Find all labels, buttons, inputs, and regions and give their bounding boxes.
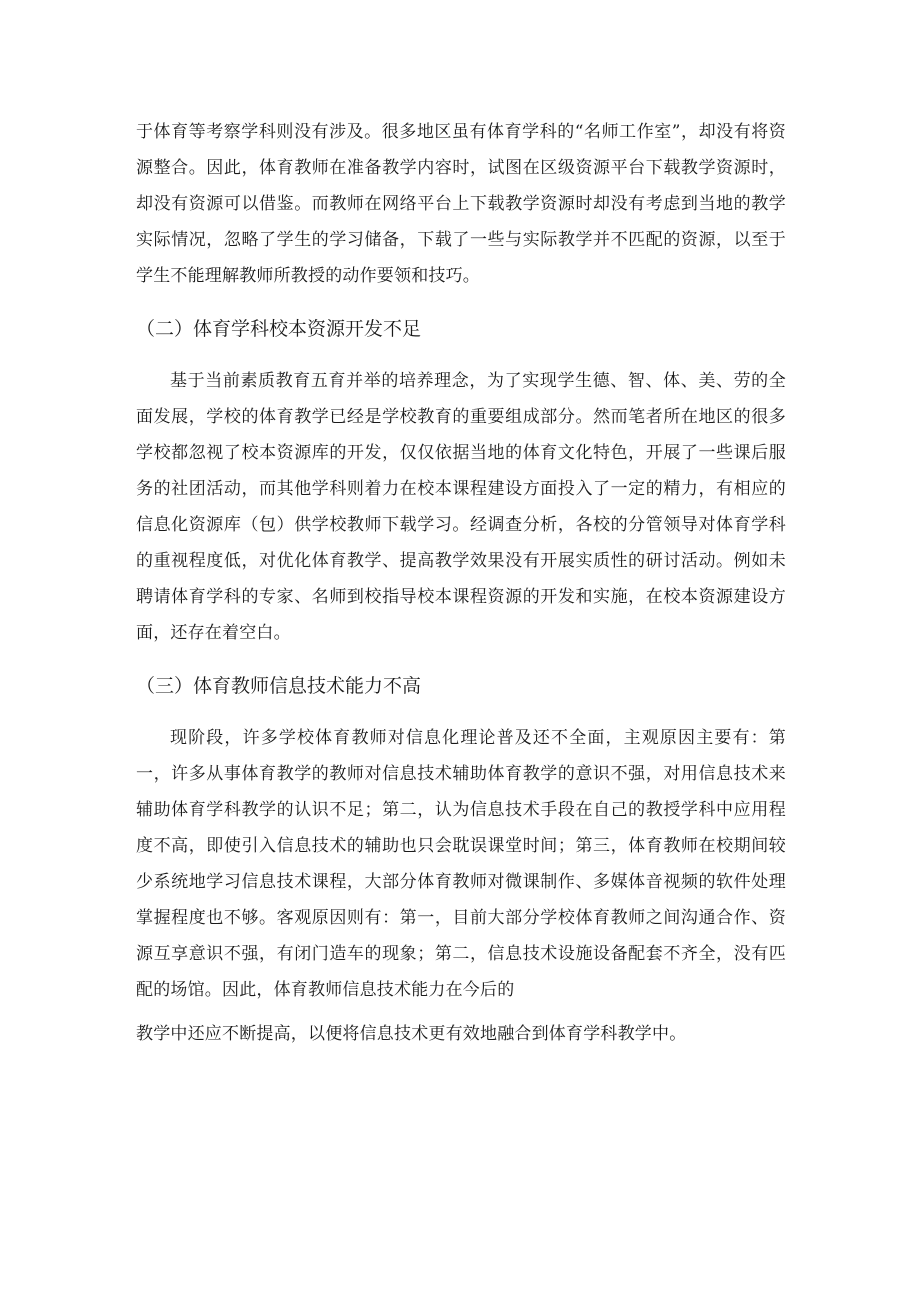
document-body: [136, 114, 786, 1052]
paragraph-school-resources: 基于当前素质教育五育并举的培养理念，为了实现学生德、智、体、美、劳的全面发展，学校的体育教学已经是学校教育的重要组成部分。然而笔者所在地区的很多学校都忽视了校本资源库的开发，仅仅依据当地的体育文化特色，开展了一些课后服务的社团活动，而其他学科则着力在校本课程建设方面投入了一定的精力，有相应的信息化资源库（包）供学校教师下载学习。经调查分析，各校的分管领导对体育学科的重视程度低，对优化体育教学、提高教学效果没有开展实质性的研讨活动。例如未聘请体育学科的专家、名师到校指导校本课程资源的开发和实施，在校本资源建设方面，还存在着空白。: [136, 371, 786, 643]
section-heading-3: （三）体育教师信息技术能力不高: [136, 675, 422, 697]
paragraph-it-ability: 现阶段，许多学校体育教师对信息化理论普及还不全面，主观原因主要有：第一，许多从事体育教学的教师对信息技术辅助体育教学的意识不强，对用信息技术来辅助体育学科教学的认识不足；第二，认为信息技术手段在自己的教授学科中应用程度不高，即使引入信息技术的辅助也只会耽误课堂时间；第三，体育教师在校期间较少系统地学习信息技术课程，大部分体育教师对微课制作、多媒体音视频的软件处理掌握程度也不够。客观原因则有：第一，目前大部分学校体育教师之间沟通合作、资源互享意识不强，有闭门造车的现象；第二，信息技术设施设备配套不齐全，没有匹配的场馆。因此，体育教师信息技术能力在今后的: [136, 728, 786, 1000]
section-heading-2: （二）体育学科校本资源开发不足: [136, 318, 422, 340]
paragraph-continuation: 于体育等考察学科则没有涉及。很多地区虽有体育学科的“名师工作室”，却没有将资源整合。因此，体育教师在准备教学内容时，试图在区级资源平台下载教学资源时，却没有资源可以借鉴。而教师在网络平台上下载教学资源时却没有考虑到当地的教学实际情况，忽略了学生的学习储备，下载了一些与实际教学并不匹配的资源，以至于学生不能理解教师所教授的动作要领和技巧。: [136, 122, 786, 286]
paragraph-conclusion: 教学中还应不断提高，以便将信息技术更有效地融合到体育学科教学中。: [136, 1024, 687, 1044]
